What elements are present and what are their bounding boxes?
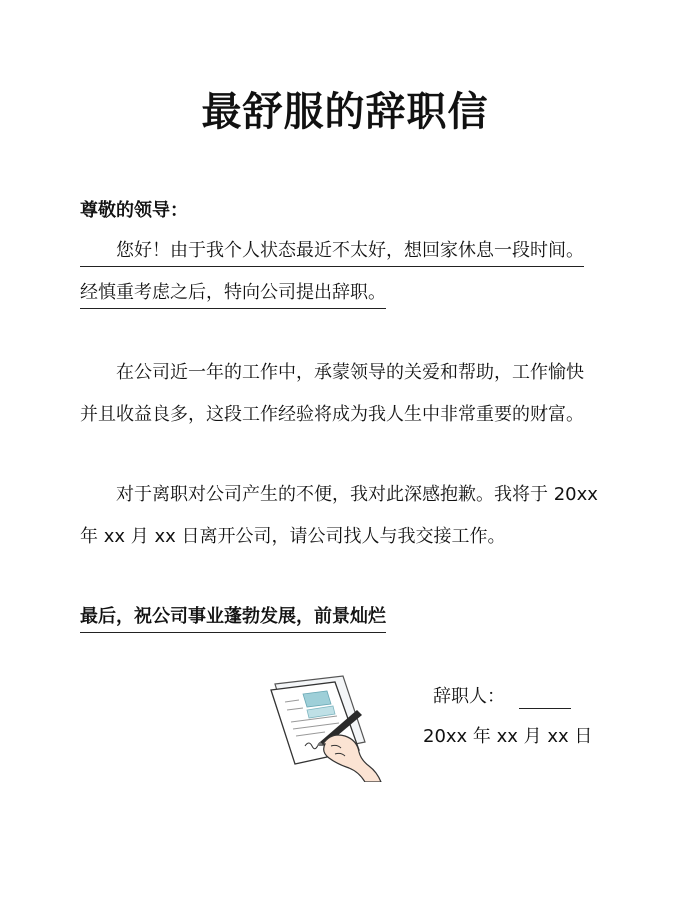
paragraph-1-line-1: 您好！由于我个人状态最近不太好，想回家休息一段时间。: [80, 238, 584, 267]
signer-label: 辞职人：: [433, 686, 505, 707]
signature-date: 20xx 年 xx 月 xx 日: [423, 726, 593, 747]
paragraph-2-line-1: 在公司近一年的工作中，承蒙领导的关爱和帮助，工作愉快: [80, 362, 584, 383]
letter-title: 最舒服的辞职信: [201, 89, 489, 135]
hand-signing-document-icon: [265, 672, 390, 782]
paragraph-1-line-2: 经慎重考虑之后，特向公司提出辞职。: [80, 280, 386, 309]
closing-line: 最后，祝公司事业蓬勃发展，前景灿烂: [80, 604, 386, 633]
salutation: 尊敬的领导：: [80, 200, 188, 221]
signature-blank: [519, 708, 571, 709]
paragraph-3-line-2: 年 xx 月 xx 日离开公司，请公司找人与我交接工作。: [80, 526, 506, 547]
paragraph-2-line-2: 并且收益良多，这段工作经验将成为我人生中非常重要的财富。: [80, 404, 584, 425]
paragraph-3-line-1: 对于离职对公司产生的不便，我对此深感抱歉。我将于 20xx: [80, 484, 598, 505]
